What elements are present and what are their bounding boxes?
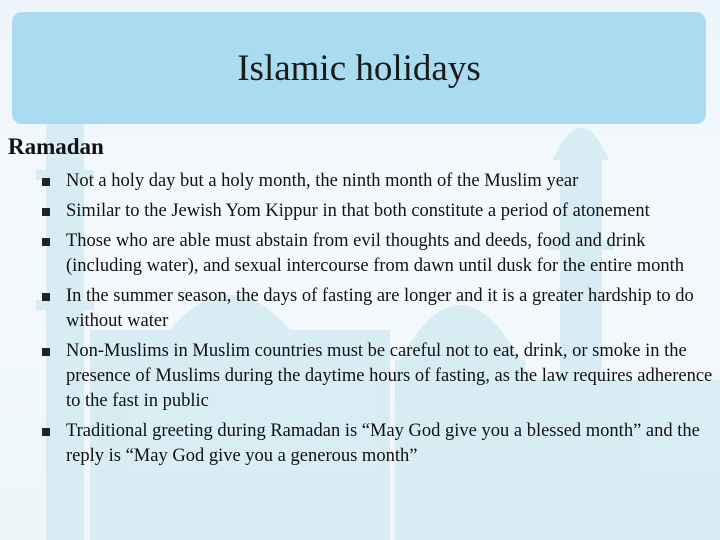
- square-bullet-icon: [42, 348, 50, 356]
- bullet-text: Those who are able must abstain from evil thoughts and deeds, food and drink (including water), and sexual intercourse from dawn until dusk for the entire month: [66, 231, 685, 276]
- square-bullet-icon: [42, 238, 50, 246]
- square-bullet-icon: [42, 208, 50, 216]
- bullet-item: [8, 339, 714, 414]
- bullet-item: [8, 169, 714, 194]
- bullet-text: Non-Muslims in Muslim countries must be careful not to eat, drink, or smoke in the presence of Muslims during the daytime hours of fasting, as the law requires adherence to the fast in public: [66, 341, 713, 411]
- square-bullet-icon: [42, 178, 50, 186]
- square-bullet-icon: [42, 293, 50, 301]
- bullet-item: [8, 419, 714, 469]
- title-banner: [12, 12, 706, 124]
- slide-title: Islamic holidays: [237, 47, 481, 89]
- bullet-text: Traditional greeting during Ramadan is “May God give you a blessed month” and the reply is “May God give you a generous month”: [66, 421, 700, 466]
- slide-content: [8, 134, 714, 474]
- bullet-text: Not a holy day but a holy month, the ninth month of the Muslim year: [66, 171, 579, 191]
- bullet-list: [8, 169, 714, 469]
- section-heading: Ramadan: [8, 134, 104, 159]
- square-bullet-icon: [42, 428, 50, 436]
- bullet-item: [8, 229, 714, 279]
- bullet-item: [8, 199, 714, 224]
- bullet-item: [8, 284, 714, 334]
- bullet-text: Similar to the Jewish Yom Kippur in that both constitute a period of atonement: [66, 201, 650, 221]
- bullet-text: In the summer season, the days of fasting are longer and it is a greater hardship to do without water: [66, 286, 694, 331]
